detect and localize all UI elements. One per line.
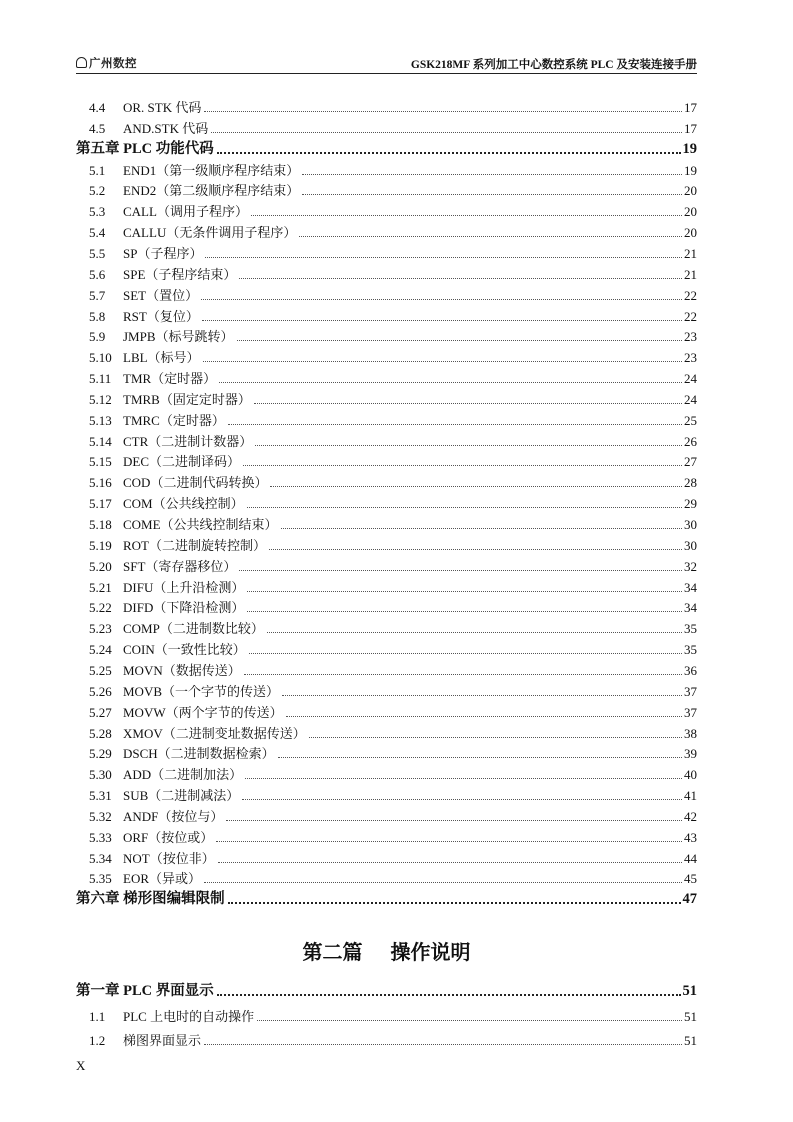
toc-entry[interactable] [76,95,697,115]
toc-entry-page: 42 [684,808,697,824]
toc-entry-number: 5.10 [89,350,112,366]
toc-entry-title: DSCH（二进制数据检索） [123,746,275,762]
dot-leader [204,1044,682,1045]
toc-entry-title: COMP（二进制数比较） [123,621,264,637]
toc-entry-title: COM（公共线控制） [123,496,244,512]
dot-leader [286,716,682,717]
toc-entry-title: OR. STK 代码 [123,100,202,115]
toc-entry-title: DIFU（上升沿检测） [123,579,245,595]
dot-leader [281,528,682,529]
dot-leader [237,340,682,341]
toc-entry-page: 35 [684,642,697,658]
toc-entry-page: 38 [684,725,697,741]
dot-leader [302,194,682,195]
dot-leader [217,994,681,996]
toc-entry-page: 19 [682,140,697,157]
toc-entry-title: TMRC（定时器） [123,412,225,428]
toc-entry[interactable] [76,762,697,782]
toc-entry[interactable] [76,846,697,866]
toc-entry-title: MOVN（数据传送） [123,662,241,678]
toc-entry-page: 21 [684,245,697,261]
toc-entry-number: 1.1 [89,1008,106,1024]
toc-entry-page: 20 [684,225,697,241]
toc-entry-number: 5.30 [89,767,112,783]
toc-chapter-entry[interactable] [76,137,697,157]
toc-entry[interactable] [76,283,697,303]
page-number: X [76,1058,86,1073]
toc-entry[interactable] [76,491,697,511]
toc-entry[interactable] [76,616,697,636]
toc-entry-title: END1（第一级顺序程序结束） [123,162,300,178]
toc-entry-title: COD（二进制代码转换） [123,475,268,491]
dot-leader [203,361,682,362]
toc-entry-number: 5.1 [89,162,106,178]
toc-entry-number: 5.35 [89,871,112,887]
toc-entry[interactable] [76,158,697,178]
toc-entry-number: 4.4 [89,100,106,115]
toc-entry-number: 5.22 [89,600,112,616]
toc-entry-number: 5.9 [89,329,106,345]
toc-entry-number: 5.3 [89,204,106,220]
part-label: 第二篇 [302,940,363,964]
toc-entry-title: COIN（一致性比较） [123,642,246,658]
toc-entry-number: 5.17 [89,496,112,512]
part-name: 操作说明 [390,940,471,964]
toc-entry-page: 40 [684,767,697,783]
dot-leader [247,507,682,508]
toc-entry-number: 5.6 [89,266,106,282]
toc-entry[interactable] [76,658,697,678]
toc-entry[interactable] [76,1028,697,1048]
toc-entry-number: 5.11 [89,371,112,387]
toc-entry-title: DIFD（下降沿检测） [123,600,245,616]
toc-entry-title: 梯图界面显示 [123,1033,202,1048]
toc-entry-title: 第一章 PLC 界面显示 [76,983,214,999]
toc-entry-title: 第五章 PLC 功能代码 [76,140,214,157]
toc-entry-title: DEC（二进制译码） [123,454,241,470]
dot-leader [211,132,682,133]
dot-leader [282,695,682,696]
toc-entry[interactable] [76,116,697,136]
toc-entry[interactable] [76,700,697,720]
toc-entry-page: 43 [684,829,697,845]
toc-entry-title: ANDF（按位与） [123,808,224,824]
toc-entry-page: 25 [684,412,697,428]
dot-leader [204,882,682,883]
toc-entry-page: 24 [684,391,697,407]
toc-entry[interactable] [76,408,697,428]
toc-entry-title: 第六章 梯形图编辑限制 [76,891,225,908]
dot-leader [278,757,682,758]
toc-entry[interactable] [76,1004,697,1024]
dot-leader [219,382,682,383]
toc-entry-number: 5.33 [89,829,112,845]
toc-entry-page: 17 [684,100,697,115]
dot-leader [270,486,682,487]
toc-entry-number: 5.29 [89,746,112,762]
toc-entry-number: 5.34 [89,850,112,866]
toc-entry-page: 47 [682,891,697,908]
toc-entry-page: 21 [684,266,697,282]
toc-entry-title: CALL（调用子程序） [123,204,248,220]
toc-entry-page: 34 [684,600,697,616]
toc-entry-number: 5.14 [89,433,112,449]
toc-entry-title: MOVB（一个字节的传送） [123,683,280,699]
toc-entry-title: ADD（二进制加法） [123,767,243,783]
toc-entry-page: 51 [684,1033,697,1048]
dot-leader [205,257,682,258]
page-header [76,55,697,74]
part-heading [76,936,697,965]
toc-entry-page: 37 [684,683,697,699]
toc-entry[interactable] [76,470,697,490]
toc-entry[interactable] [76,741,697,761]
toc-entry-title: SP（子程序） [123,245,203,261]
toc-entry-title: RST（复位） [123,308,199,324]
toc-entry-number: 5.25 [89,662,112,678]
toc-entry-page: 20 [684,183,697,199]
toc-entry-number: 5.28 [89,725,112,741]
toc-entry[interactable] [76,220,697,240]
toc-entry-number: 4.5 [89,120,106,136]
toc-entry[interactable] [76,637,697,657]
toc-entry-number: 5.15 [89,454,112,470]
dot-leader [267,632,682,633]
toc-entry-page: 41 [684,788,697,804]
toc-entry-page: 17 [684,120,697,136]
toc-entry-page: 22 [684,308,697,324]
dot-leader [217,152,681,154]
toc-entry-title: SUB（二进制减法） [123,788,240,804]
toc-entry-page: 32 [684,558,697,574]
toc-entry-page: 30 [684,517,697,532]
dot-leader [242,799,682,800]
dot-leader [228,424,682,425]
toc-entry-number: 5.13 [89,412,112,428]
toc-entry-page: 28 [684,475,697,491]
dot-leader [243,465,682,466]
toc-entry-number: 5.8 [89,308,106,324]
toc-entry[interactable] [76,387,697,407]
toc-entry[interactable] [76,178,697,198]
toc-entry-page: 45 [684,871,697,887]
toc-entry-title: COME（公共线控制结束） [123,517,278,532]
toc-entry-title: SET（置位） [123,287,199,303]
toc-entry-number: 5.12 [89,391,112,407]
company-logo [76,55,137,71]
toc-entry[interactable] [76,429,697,449]
dot-leader [247,591,682,592]
dot-leader [247,611,682,612]
toc-entry[interactable] [76,575,697,595]
dot-leader [239,278,682,279]
toc-entry-page: 20 [684,204,697,220]
dot-leader [299,236,682,237]
toc-entry-page: 22 [684,287,697,303]
toc-entry-page: 19 [684,162,697,178]
dot-leader [226,820,682,821]
toc-entry-page: 23 [684,329,697,345]
toc-entry[interactable] [76,804,697,824]
toc-entry[interactable] [76,554,697,574]
dot-leader [245,778,682,779]
toc-entry-number: 5.26 [89,683,112,699]
toc-entry[interactable] [76,866,697,886]
toc-entry-number: 5.2 [89,183,106,199]
toc-entry-title: TMR（定时器） [123,371,217,387]
toc-entry-title: ORF（按位或） [123,829,214,845]
toc-entry-page: 51 [684,1008,697,1024]
toc-entry-number: 5.24 [89,642,112,658]
toc-entry-page: 36 [684,662,697,678]
dot-leader [257,1020,682,1021]
toc-entry[interactable] [76,366,697,386]
toc-entry[interactable] [76,199,697,219]
toc-entry-page: 39 [684,746,697,762]
toc-entry-page: 34 [684,579,697,595]
toc-entry-title: ROT（二进制旋转控制） [123,537,267,553]
dot-leader [244,674,682,675]
toc-entry-page: 26 [684,433,697,449]
dot-leader [255,445,682,446]
dot-leader [201,299,682,300]
toc-entry-number: 5.7 [89,287,106,303]
toc-entry-title: CTR（二进制计数器） [123,433,253,449]
dot-leader [269,549,682,550]
toc-entry-page: 51 [682,983,697,999]
toc-entry-number: 5.23 [89,621,112,637]
toc-entry-title: SPE（子程序结束） [123,266,237,282]
toc-entry-title: AND.STK 代码 [123,120,209,136]
toc-entry[interactable] [76,679,697,699]
toc-entry-number: 5.16 [89,475,112,491]
toc-entry-page: 44 [684,850,697,866]
header-title: GSK218MF 系列加工中心数控系统 PLC 及安装连接手册 [410,59,697,71]
logo-text: 广州数控 [89,56,137,70]
toc-entry-title: TMRB（固定定时器） [123,391,251,407]
dot-leader [218,862,682,863]
dot-leader [249,653,682,654]
toc-entry-number: 5.18 [89,517,112,532]
toc-entry-title: PLC 上电时的自动操作 [123,1008,255,1024]
toc-entry[interactable] [76,783,697,803]
dot-leader [302,174,682,175]
toc-entry[interactable] [76,825,697,845]
toc-entry-number: 5.32 [89,808,112,824]
toc-entry[interactable] [76,241,697,261]
toc-entry[interactable] [76,721,697,741]
toc-entry-page: 29 [684,496,697,512]
dot-leader [202,320,682,321]
toc-entry[interactable] [76,345,697,365]
toc-entry-title: MOVW（两个字节的传送） [123,704,283,720]
toc-entry-number: 1.2 [89,1033,106,1048]
logo-icon [76,57,87,68]
toc-entry[interactable] [76,512,697,532]
toc-entry[interactable] [76,262,697,282]
dot-leader [204,111,682,112]
toc-entry-number: 5.21 [89,579,112,595]
toc-entry-number: 5.19 [89,537,112,553]
toc-entry-page: 23 [684,350,697,366]
toc-entry-page: 30 [684,537,697,553]
dot-leader [216,841,682,842]
toc-entry-title: JMPB（标号跳转） [123,329,234,345]
toc-entry-number: 5.20 [89,558,112,574]
toc-entry-title: END2（第二级顺序程序结束） [123,183,300,199]
dot-leader [251,215,682,216]
dot-leader [239,570,682,571]
toc-entry[interactable] [76,449,697,469]
toc-entry-title: NOT（按位非） [123,850,215,866]
toc-chapter-entry[interactable] [76,887,697,907]
toc-entry-title: LBL（标号） [123,350,200,366]
toc-entry-title: XMOV（二进制变址数据传送） [123,725,306,741]
toc-entry-number: 5.27 [89,704,112,720]
dot-leader [254,403,682,404]
toc-entry-title: SFT（寄存器移位） [123,558,237,574]
toc-entry-number: 5.5 [89,245,106,261]
toc-entry[interactable] [76,595,697,615]
toc-entry-page: 35 [684,621,697,637]
toc-entry-number: 5.31 [89,788,112,804]
toc-entry[interactable] [76,324,697,344]
toc-chapter-entry[interactable] [76,979,697,999]
toc-entry-page: 37 [684,704,697,720]
toc-entry[interactable] [76,304,697,324]
toc-entry[interactable] [76,533,697,553]
toc-entry-page: 24 [684,371,697,387]
toc-entry-title: CALLU（无条件调用子程序） [123,225,297,241]
toc-entry-title: EOR（异或） [123,871,202,887]
toc-entry-number: 5.4 [89,225,106,241]
dot-leader [309,737,682,738]
toc-entry-page: 27 [684,454,697,470]
dot-leader [228,902,681,904]
